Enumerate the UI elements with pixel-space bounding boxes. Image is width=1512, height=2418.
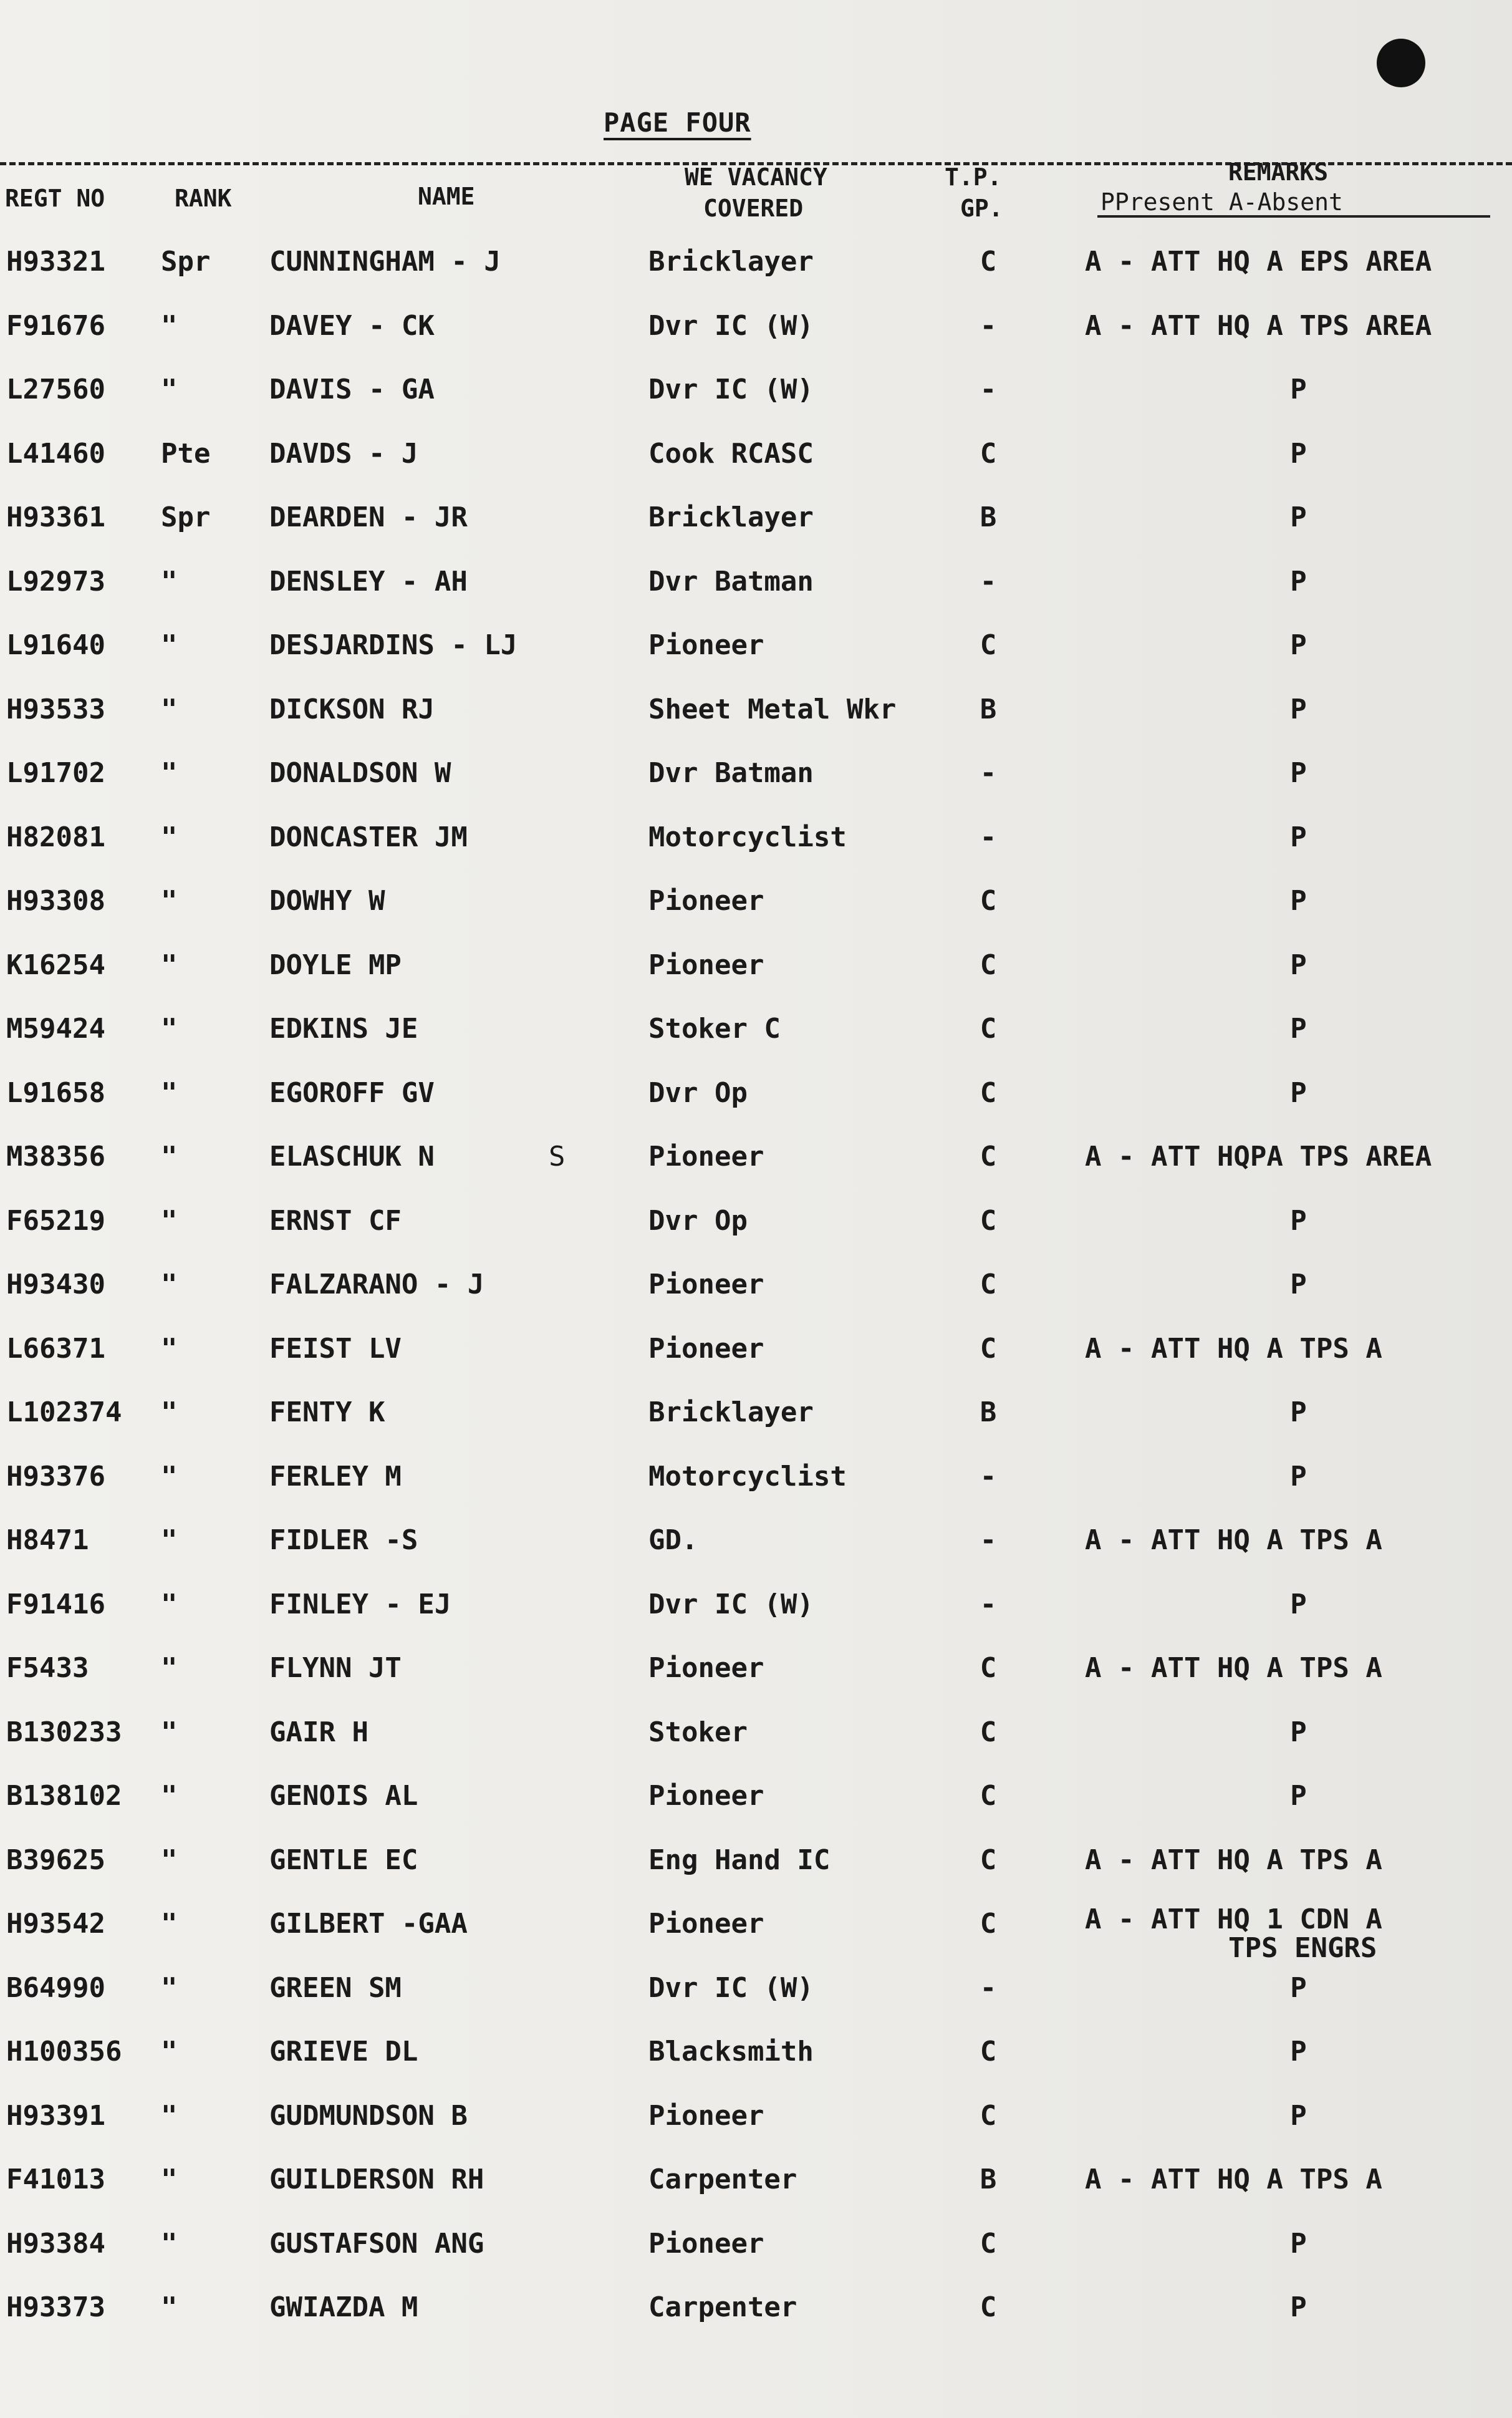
rank-cell: " xyxy=(161,2291,178,2323)
name-cell: FERLEY M xyxy=(269,1460,402,1492)
table-row xyxy=(0,755,1512,819)
remarks-cell: P xyxy=(1290,1460,1307,1492)
remarks-cell: P xyxy=(1290,821,1307,853)
vacancy-cell: Stoker xyxy=(648,1716,748,1748)
vacancy-cell: Stoker C xyxy=(648,1013,781,1045)
regt-no-cell: K16254 xyxy=(6,949,105,981)
table-row xyxy=(0,1458,1512,1522)
table-row xyxy=(0,1394,1512,1458)
page-title: PAGE FOUR xyxy=(604,107,751,138)
regt-no-cell: B64990 xyxy=(6,1971,105,2004)
rank-cell: " xyxy=(161,629,178,661)
tp-gp-cell: C xyxy=(980,246,997,278)
vacancy-cell: Pioneer xyxy=(648,949,764,981)
tp-gp-cell: B xyxy=(980,2164,997,2195)
vacancy-cell: Dvr IC (W) xyxy=(648,1971,814,2004)
table-row xyxy=(0,1714,1512,1778)
table-row xyxy=(0,371,1512,435)
remarks-cell: P xyxy=(1290,757,1307,789)
name-cell: DEARDEN - JR xyxy=(269,501,468,533)
table-row xyxy=(0,1330,1512,1395)
vacancy-cell: Blacksmith xyxy=(648,2036,814,2067)
remarks-cell: A - ATT HQ A TPS A xyxy=(1085,1524,1382,1556)
tp-gp-cell: C xyxy=(980,1141,997,1173)
table-row xyxy=(0,435,1512,500)
vacancy-cell: Pioneer xyxy=(648,1141,764,1173)
rank-cell: " xyxy=(161,1971,178,2004)
vacancy-cell: Cook RCASC xyxy=(648,437,814,470)
table-row xyxy=(0,563,1512,627)
remarks-cell: P xyxy=(1290,949,1307,981)
vacancy-cell: Motorcyclist xyxy=(648,1460,847,1492)
name-cell: FEIST LV xyxy=(269,1332,402,1365)
rank-cell: " xyxy=(161,2036,178,2067)
rank-cell: " xyxy=(161,1076,178,1109)
table-row xyxy=(0,691,1512,755)
rank-cell: " xyxy=(161,1588,178,1620)
regt-no-cell: F91676 xyxy=(6,309,105,342)
rank-cell: " xyxy=(161,1013,178,1045)
name-cell: FLYNN JT xyxy=(269,1652,402,1684)
table-row xyxy=(0,1266,1512,1330)
name-cell: EDKINS JE xyxy=(269,1013,418,1045)
tp-gp-cell: C xyxy=(980,2036,997,2067)
vacancy-cell: Carpenter xyxy=(648,2291,797,2323)
tp-gp-cell: C xyxy=(980,437,997,470)
regt-no-cell: H93308 xyxy=(6,885,105,917)
vacancy-cell: Pioneer xyxy=(648,629,764,661)
remarks-cell xyxy=(1085,1905,1512,1963)
vacancy-cell: Sheet Metal Wkr xyxy=(648,693,897,725)
regt-no-cell: M59424 xyxy=(6,1013,105,1045)
header-regt-no: REGT NO xyxy=(5,185,105,212)
vacancy-cell: Dvr Batman xyxy=(648,757,814,789)
vacancy-cell: Bricklayer xyxy=(648,246,814,278)
tp-gp-cell: B xyxy=(980,693,997,725)
remarks-cell: A - ATT HQ A TPS A xyxy=(1085,2164,1382,2195)
name-cell: FIDLER -S xyxy=(269,1524,418,1556)
vacancy-cell: Eng Hand IC xyxy=(648,1844,831,1876)
table-row xyxy=(0,819,1512,883)
tp-gp-cell: - xyxy=(980,1524,997,1556)
vacancy-cell: Dvr IC (W) xyxy=(648,1588,814,1620)
name-cell: DAVIS - GA xyxy=(269,374,435,405)
name-cell: DOWHY W xyxy=(269,885,385,917)
name-cell: GENOIS AL xyxy=(269,1780,418,1812)
tp-gp-cell: C xyxy=(980,1204,997,1237)
regt-no-cell: L102374 xyxy=(6,1396,122,1428)
name-cell: CUNNINGHAM - J xyxy=(269,246,501,278)
rank-cell: " xyxy=(161,693,178,725)
table-row xyxy=(0,1522,1512,1586)
rank-cell: " xyxy=(161,2164,178,2195)
name-cell: DOYLE MP xyxy=(269,949,402,981)
rank-cell: " xyxy=(161,1396,178,1428)
regt-no-cell: F65219 xyxy=(6,1204,105,1237)
rank-cell: " xyxy=(161,1269,178,1300)
table-row xyxy=(0,307,1512,372)
regt-no-cell: M38356 xyxy=(6,1141,105,1173)
vacancy-cell: Motorcyclist xyxy=(648,821,847,853)
rank-cell: " xyxy=(161,757,178,789)
header-vacancy-line2: COVERED xyxy=(703,195,804,222)
remarks-cell: P xyxy=(1290,1716,1307,1748)
name-cell: ERNST CF xyxy=(269,1204,402,1237)
table-row xyxy=(0,2161,1512,2225)
tp-gp-cell: - xyxy=(980,757,997,789)
vacancy-cell: Bricklayer xyxy=(648,1396,814,1428)
header-name: NAME xyxy=(418,183,475,210)
vacancy-cell: Pioneer xyxy=(648,1908,764,1940)
name-cell: FINLEY - EJ xyxy=(269,1588,451,1620)
tp-gp-cell: B xyxy=(980,1396,997,1428)
regt-no-cell: L91640 xyxy=(6,629,105,661)
name-cell: GAIR H xyxy=(269,1716,368,1748)
vacancy-cell: Dvr IC (W) xyxy=(648,374,814,405)
name-cell: DONCASTER JM xyxy=(269,821,468,853)
name-cell: DAVEY - CK xyxy=(269,309,435,342)
rank-cell: Pte xyxy=(161,437,211,470)
table-row xyxy=(0,1586,1512,1650)
tp-gp-cell: C xyxy=(980,1716,997,1748)
regt-no-cell: H82081 xyxy=(6,821,105,853)
header-rank: RANK xyxy=(175,185,232,212)
tp-gp-cell: - xyxy=(980,374,997,405)
vacancy-cell: Pioneer xyxy=(648,1780,764,1812)
tp-gp-cell: - xyxy=(980,309,997,342)
regt-no-cell: H93542 xyxy=(6,1908,105,1940)
regt-no-cell: L91658 xyxy=(6,1076,105,1109)
tp-gp-cell: C xyxy=(980,2227,997,2260)
tp-gp-cell: C xyxy=(980,885,997,917)
regt-no-cell: B39625 xyxy=(6,1844,105,1876)
vacancy-cell: GD. xyxy=(648,1524,698,1556)
table-row xyxy=(0,947,1512,1011)
table-row xyxy=(0,2033,1512,2097)
tp-gp-cell: C xyxy=(980,1013,997,1045)
regt-no-cell: L66371 xyxy=(6,1332,105,1365)
remarks-cell: P xyxy=(1290,501,1307,533)
remarks-cell: P xyxy=(1290,1780,1307,1812)
remarks-cell: A - ATT HQ A TPS AREA xyxy=(1085,309,1432,342)
rank-cell: " xyxy=(161,885,178,917)
regt-no-cell: L91702 xyxy=(6,757,105,789)
table-row xyxy=(0,627,1512,691)
vacancy-cell: Pioneer xyxy=(648,1332,764,1365)
tp-gp-cell: - xyxy=(980,1460,997,1492)
remarks-cell: A - ATT HQ A TPS A xyxy=(1085,1332,1382,1365)
regt-no-cell: F41013 xyxy=(6,2164,105,2195)
header-remarks-line2: PPresent A-Absent xyxy=(1100,188,1343,216)
regt-no-cell: L92973 xyxy=(6,565,105,597)
rank-cell: " xyxy=(161,821,178,853)
table-row xyxy=(0,1905,1512,1970)
tp-gp-cell: C xyxy=(980,1908,997,1940)
tp-gp-cell: - xyxy=(980,1588,997,1620)
tp-gp-cell: - xyxy=(980,821,997,853)
remarks-header-rule xyxy=(1097,215,1490,218)
name-cell: FALZARANO - J xyxy=(269,1269,484,1300)
rank-cell: Spr xyxy=(161,246,211,278)
name-cell: FENTY K xyxy=(269,1396,385,1428)
tp-gp-cell: C xyxy=(980,2291,997,2323)
tp-gp-cell: C xyxy=(980,1652,997,1684)
vacancy-cell: Dvr Batman xyxy=(648,565,814,597)
regt-no-cell: B138102 xyxy=(6,1780,122,1812)
regt-no-cell: L27560 xyxy=(6,374,105,405)
header-remarks-line1: REMARKS xyxy=(1228,158,1329,186)
tp-gp-cell: - xyxy=(980,1971,997,2004)
remarks-cell: P xyxy=(1290,1204,1307,1237)
name-margin-mark: S xyxy=(549,1141,566,1173)
rank-cell: " xyxy=(161,1524,178,1556)
vacancy-cell: Pioneer xyxy=(648,1652,764,1684)
name-cell: GENTLE EC xyxy=(269,1844,418,1876)
vacancy-cell: Pioneer xyxy=(648,1269,764,1300)
tp-gp-cell: C xyxy=(980,949,997,981)
rank-cell: " xyxy=(161,1716,178,1748)
rank-cell: " xyxy=(161,1141,178,1173)
name-cell: DENSLEY - AH xyxy=(269,565,468,597)
rank-cell: " xyxy=(161,1908,178,1940)
remarks-cell: P xyxy=(1290,2227,1307,2260)
remarks-cell: P xyxy=(1290,2099,1307,2132)
rank-cell: " xyxy=(161,2227,178,2260)
table-row xyxy=(0,1970,1512,2034)
punch-hole xyxy=(1377,39,1425,87)
rank-cell: " xyxy=(161,2099,178,2132)
remarks-cell: P xyxy=(1290,437,1307,470)
tp-gp-cell: C xyxy=(980,629,997,661)
name-cell: ELASCHUK N xyxy=(269,1141,435,1173)
remarks-cell: P xyxy=(1290,374,1307,405)
rank-cell: " xyxy=(161,1204,178,1237)
regt-no-cell: H93430 xyxy=(6,1269,105,1300)
table-row xyxy=(0,2289,1512,2353)
table-row xyxy=(0,499,1512,563)
regt-no-cell: H8471 xyxy=(6,1524,89,1556)
header-tp-line1: T.P. xyxy=(945,163,1002,191)
name-cell: DESJARDINS - LJ xyxy=(269,629,518,661)
name-cell: GUDMUNDSON B xyxy=(269,2099,468,2132)
remarks-cell: A - ATT HQ A TPS A xyxy=(1085,1652,1382,1684)
rank-cell: " xyxy=(161,1460,178,1492)
name-cell: EGOROFF GV xyxy=(269,1076,435,1109)
rank-cell: " xyxy=(161,949,178,981)
table-row xyxy=(0,1202,1512,1267)
vacancy-cell: Dvr Op xyxy=(648,1204,748,1237)
name-cell: GILBERT -GAA xyxy=(269,1908,468,1940)
remarks-cell: P xyxy=(1290,1588,1307,1620)
regt-no-cell: B130233 xyxy=(6,1716,122,1748)
tp-gp-cell: C xyxy=(980,1780,997,1812)
regt-no-cell: F91416 xyxy=(6,1588,105,1620)
table-row xyxy=(0,1650,1512,1714)
vacancy-cell: Pioneer xyxy=(648,2099,764,2132)
remarks-line1: A - ATT HQ 1 CDN A xyxy=(1085,1903,1382,1935)
table-row xyxy=(0,1777,1512,1842)
tp-gp-cell: B xyxy=(980,501,997,533)
tp-gp-cell: - xyxy=(980,565,997,597)
regt-no-cell: H93533 xyxy=(6,693,105,725)
remarks-cell: P xyxy=(1290,2291,1307,2323)
name-cell: DAVDS - J xyxy=(269,437,418,470)
table-row xyxy=(0,1010,1512,1075)
regt-no-cell: H93373 xyxy=(6,2291,105,2323)
vacancy-cell: Dvr IC (W) xyxy=(648,309,814,342)
header-tp-line2: GP. xyxy=(960,195,1003,222)
regt-no-cell: H93361 xyxy=(6,501,105,533)
remarks-cell: P xyxy=(1290,1269,1307,1300)
vacancy-cell: Pioneer xyxy=(648,2227,764,2260)
rank-cell: " xyxy=(161,1844,178,1876)
remarks-cell: P xyxy=(1290,2036,1307,2067)
rank-cell: Spr xyxy=(161,501,211,533)
tp-gp-cell: C xyxy=(980,2099,997,2132)
name-cell: GRIEVE DL xyxy=(269,2036,418,2067)
nominal-roll-table xyxy=(0,243,1512,2353)
rank-cell: " xyxy=(161,1332,178,1365)
rank-cell: " xyxy=(161,1780,178,1812)
table-row xyxy=(0,243,1512,307)
name-cell: GUILDERSON RH xyxy=(269,2164,484,2195)
table-row xyxy=(0,2225,1512,2290)
remarks-cell: P xyxy=(1290,885,1307,917)
vacancy-cell: Carpenter xyxy=(648,2164,797,2195)
remarks-cell: P xyxy=(1290,565,1307,597)
vacancy-cell: Pioneer xyxy=(648,885,764,917)
remarks-cell: A - ATT HQ A EPS AREA xyxy=(1085,246,1432,278)
header-vacancy-line1: WE VACANCY xyxy=(685,163,827,191)
name-cell: GREEN SM xyxy=(269,1971,402,2004)
name-cell: DICKSON RJ xyxy=(269,693,435,725)
rank-cell: " xyxy=(161,309,178,342)
remarks-cell: P xyxy=(1290,1396,1307,1428)
vacancy-cell: Dvr Op xyxy=(648,1076,748,1109)
remarks-line2: TPS ENGRS xyxy=(1228,1932,1377,1964)
table-row xyxy=(0,2097,1512,2162)
regt-no-cell: H93384 xyxy=(6,2227,105,2260)
table-row xyxy=(0,883,1512,947)
tp-gp-cell: C xyxy=(980,1332,997,1365)
name-cell: DONALDSON W xyxy=(269,757,451,789)
table-row xyxy=(0,1138,1512,1202)
table-row xyxy=(0,1842,1512,1906)
remarks-cell: P xyxy=(1290,1971,1307,2004)
rank-cell: " xyxy=(161,1652,178,1684)
table-row xyxy=(0,1075,1512,1139)
regt-no-cell: H100356 xyxy=(6,2036,122,2067)
tp-gp-cell: C xyxy=(980,1076,997,1109)
remarks-cell: P xyxy=(1290,1013,1307,1045)
remarks-cell: P xyxy=(1290,1076,1307,1109)
regt-no-cell: F5433 xyxy=(6,1652,89,1684)
tp-gp-cell: C xyxy=(980,1269,997,1300)
remarks-cell: A - ATT HQPA TPS AREA xyxy=(1085,1141,1432,1173)
regt-no-cell: L41460 xyxy=(6,437,105,470)
regt-no-cell: H93321 xyxy=(6,246,105,278)
rank-cell: " xyxy=(161,565,178,597)
remarks-cell: P xyxy=(1290,629,1307,661)
rank-cell: " xyxy=(161,374,178,405)
name-cell: GUSTAFSON ANG xyxy=(269,2227,484,2260)
name-cell: GWIAZDA M xyxy=(269,2291,418,2323)
tp-gp-cell: C xyxy=(980,1844,997,1876)
remarks-cell: P xyxy=(1290,693,1307,725)
regt-no-cell: H93376 xyxy=(6,1460,105,1492)
regt-no-cell: H93391 xyxy=(6,2099,105,2132)
remarks-cell: A - ATT HQ A TPS A xyxy=(1085,1844,1382,1876)
vacancy-cell: Bricklayer xyxy=(648,501,814,533)
